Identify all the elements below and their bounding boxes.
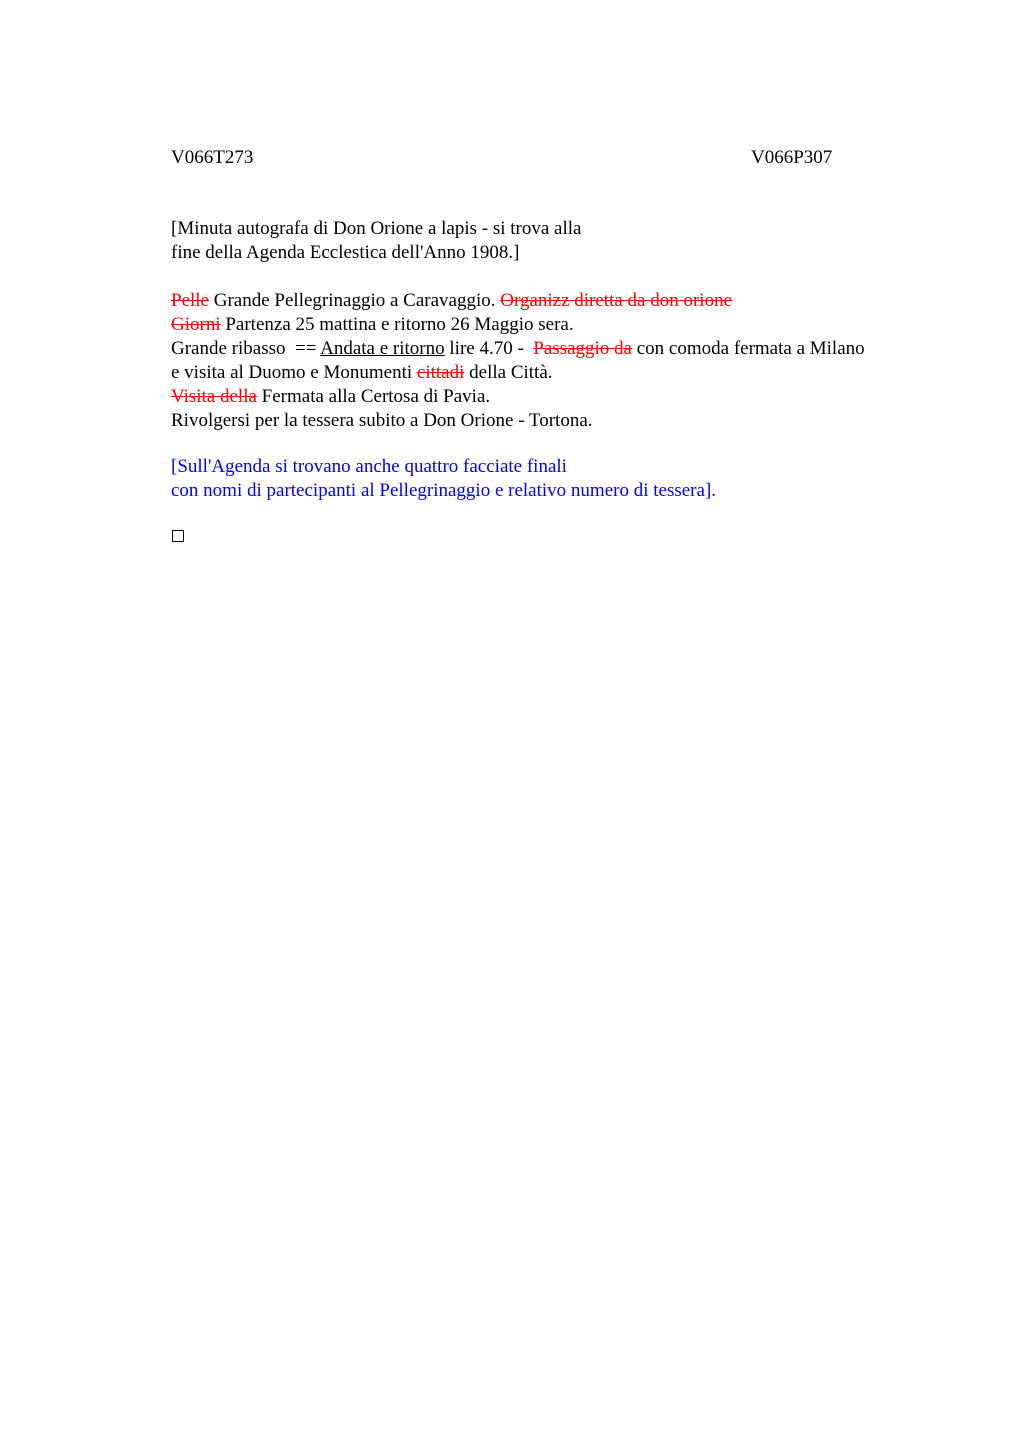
body-text-segment: e visita al Duomo e Monumenti [171,362,417,383]
body-line-4 [171,361,971,385]
body-text-segment: lire 4.70 - [444,338,534,359]
body-line-2 [171,313,971,337]
body-text-segment: Grande Pellegrinaggio a Caravaggio. [209,290,501,311]
body-text-segment: Partenza 25 mattina e ritorno 26 Maggio sera. [220,314,574,335]
intro-note [171,217,971,265]
transcription-body [171,289,971,433]
deleted-word: Pelle [171,290,209,311]
note-line-2: con nomi di partecipanti al Pellegrinaggio e relativo numero di tessera]. [171,480,717,501]
note-line-1: [Sull'Agenda si trovano anche quattro facciate finali [171,456,567,477]
body-line-6: Rivolgersi per la tessera subito a Don Orione - Tortona. [171,410,593,431]
body-text-segment: Grande ribasso == [171,338,321,359]
volume-code-left: V066T273 [171,147,254,168]
deleted-phrase: Visita della [171,386,257,407]
body-line-1 [171,289,971,313]
editor-note [171,455,971,503]
body-line-3 [171,337,971,361]
body-text-segment: con comoda fermata a Milano [631,338,865,359]
deleted-phrase: Passaggio da [533,338,632,359]
intro-line-1: [Minuta autografa di Don Orione a lapis - si trova alla [171,218,582,239]
body-text-segment: Fermata alla Certosa di Pavia. [256,386,491,407]
deleted-word: cittadi [416,362,465,383]
volume-code-right: V066P307 [751,147,833,168]
empty-square-icon [172,530,184,542]
body-text-segment: della Città. [464,362,553,383]
deleted-phrase: Organizz diretta da don orione [500,290,733,311]
body-line-5 [171,385,971,409]
deleted-word: Giorni [171,314,221,335]
underlined-phrase: Andata e ritorno [320,338,445,359]
intro-line-2: fine della Agenda Ecclestica dell'Anno 1908.] [171,242,520,263]
